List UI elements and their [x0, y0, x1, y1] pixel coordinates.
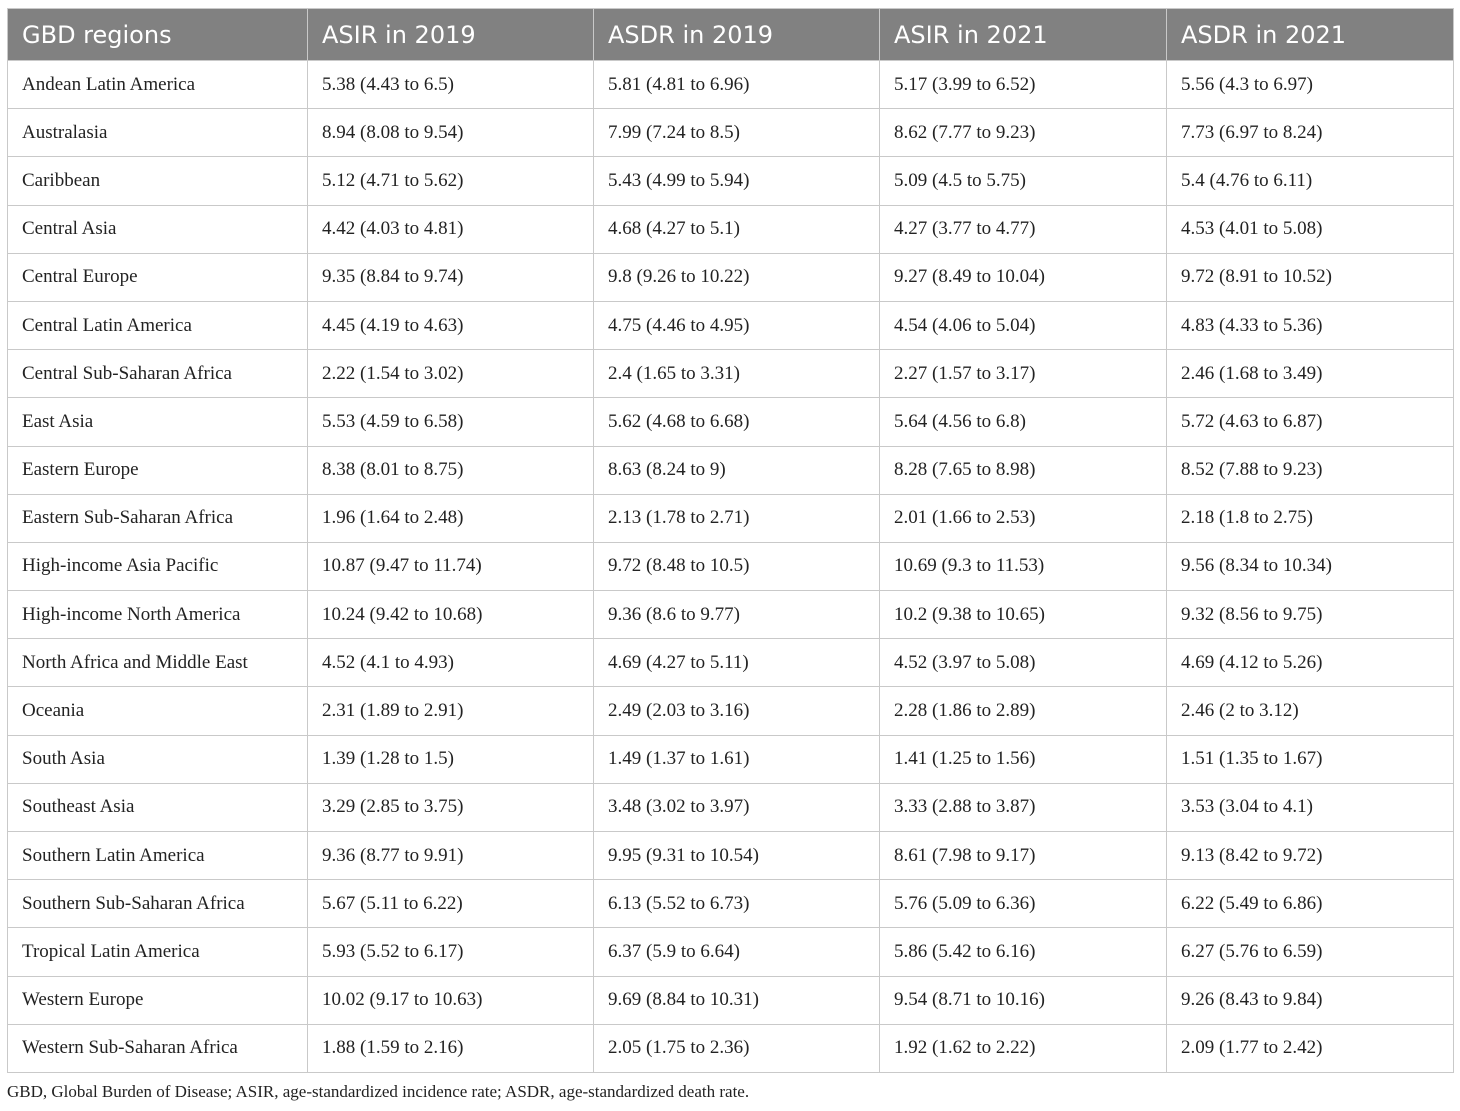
asdr-2019-cell: 6.13 (5.52 to 6.73)	[594, 880, 880, 928]
region-cell: High-income Asia Pacific	[8, 542, 308, 590]
table-row	[8, 350, 1454, 398]
asdr-2019-cell: 9.8 (9.26 to 10.22)	[594, 253, 880, 301]
asdr-2021-cell: 2.46 (2 to 3.12)	[1167, 687, 1454, 735]
asdr-2021-cell: 6.22 (5.49 to 6.86)	[1167, 880, 1454, 928]
asdr-2021-cell: 2.18 (1.8 to 2.75)	[1167, 494, 1454, 542]
region-cell: Tropical Latin America	[8, 928, 308, 976]
header-asir-2021: ASIR in 2021	[880, 9, 1167, 61]
asir-2019-cell: 1.39 (1.28 to 1.5)	[308, 735, 594, 783]
asdr-2021-cell: 5.72 (4.63 to 6.87)	[1167, 398, 1454, 446]
table-row	[8, 446, 1454, 494]
asdr-2021-cell: 9.26 (8.43 to 9.84)	[1167, 976, 1454, 1024]
asdr-2019-cell: 4.68 (4.27 to 5.1)	[594, 205, 880, 253]
header-row	[8, 9, 1454, 61]
asir-2019-cell: 4.52 (4.1 to 4.93)	[308, 639, 594, 687]
asir-2021-cell: 4.52 (3.97 to 5.08)	[880, 639, 1167, 687]
table-row	[8, 301, 1454, 349]
asir-2021-cell: 10.2 (9.38 to 10.65)	[880, 591, 1167, 639]
table-row	[8, 542, 1454, 590]
table-body	[8, 61, 1454, 1073]
header-asdr-2021: ASDR in 2021	[1167, 9, 1454, 61]
table-footnote: GBD, Global Burden of Disease; ASIR, age-standardized incidence rate; ASDR, age-standardized death rate.	[7, 1082, 750, 1101]
asir-2019-cell: 4.45 (4.19 to 4.63)	[308, 301, 594, 349]
asdr-2019-cell: 9.72 (8.48 to 10.5)	[594, 542, 880, 590]
region-cell: Western Europe	[8, 976, 308, 1024]
asdr-2019-cell: 4.69 (4.27 to 5.11)	[594, 639, 880, 687]
table-row	[8, 639, 1454, 687]
asdr-2019-cell: 2.4 (1.65 to 3.31)	[594, 350, 880, 398]
table-row	[8, 783, 1454, 831]
region-cell: Australasia	[8, 109, 308, 157]
asdr-2021-cell: 3.53 (3.04 to 4.1)	[1167, 783, 1454, 831]
asir-2021-cell: 5.86 (5.42 to 6.16)	[880, 928, 1167, 976]
asir-2021-cell: 4.54 (4.06 to 5.04)	[880, 301, 1167, 349]
region-cell: Southern Sub-Saharan Africa	[8, 880, 308, 928]
region-cell: Central Asia	[8, 205, 308, 253]
asir-2019-cell: 10.24 (9.42 to 10.68)	[308, 591, 594, 639]
region-cell: Central Sub-Saharan Africa	[8, 350, 308, 398]
asir-2019-cell: 9.36 (8.77 to 9.91)	[308, 832, 594, 880]
header-asir-2019: ASIR in 2019	[308, 9, 594, 61]
asir-2019-cell: 8.94 (8.08 to 9.54)	[308, 109, 594, 157]
asdr-2021-cell: 1.51 (1.35 to 1.67)	[1167, 735, 1454, 783]
table-row	[8, 880, 1454, 928]
asir-2021-cell: 9.27 (8.49 to 10.04)	[880, 253, 1167, 301]
asir-2021-cell: 3.33 (2.88 to 3.87)	[880, 783, 1167, 831]
table-row	[8, 976, 1454, 1024]
region-cell: Oceania	[8, 687, 308, 735]
asdr-2019-cell: 5.43 (4.99 to 5.94)	[594, 157, 880, 205]
asir-2019-cell: 1.96 (1.64 to 2.48)	[308, 494, 594, 542]
asdr-2019-cell: 9.69 (8.84 to 10.31)	[594, 976, 880, 1024]
asdr-2019-cell: 8.63 (8.24 to 9)	[594, 446, 880, 494]
asdr-2021-cell: 4.69 (4.12 to 5.26)	[1167, 639, 1454, 687]
asdr-2019-cell: 1.49 (1.37 to 1.61)	[594, 735, 880, 783]
asdr-2021-cell: 5.4 (4.76 to 6.11)	[1167, 157, 1454, 205]
region-cell: Southern Latin America	[8, 832, 308, 880]
table-row	[8, 928, 1454, 976]
asdr-2021-cell: 2.09 (1.77 to 2.42)	[1167, 1024, 1454, 1072]
region-cell: Central Latin America	[8, 301, 308, 349]
asir-2021-cell: 5.09 (4.5 to 5.75)	[880, 157, 1167, 205]
asdr-2021-cell: 6.27 (5.76 to 6.59)	[1167, 928, 1454, 976]
region-cell: Central Europe	[8, 253, 308, 301]
asir-2021-cell: 5.17 (3.99 to 6.52)	[880, 61, 1167, 109]
data-table-container	[7, 8, 1453, 1073]
table-row	[8, 687, 1454, 735]
table-row	[8, 109, 1454, 157]
gbd-regions-table	[7, 8, 1454, 1073]
asir-2019-cell: 5.38 (4.43 to 6.5)	[308, 61, 594, 109]
asdr-2019-cell: 5.62 (4.68 to 6.68)	[594, 398, 880, 446]
asir-2021-cell: 8.28 (7.65 to 8.98)	[880, 446, 1167, 494]
region-cell: High-income North America	[8, 591, 308, 639]
asir-2019-cell: 4.42 (4.03 to 4.81)	[308, 205, 594, 253]
asir-2019-cell: 5.12 (4.71 to 5.62)	[308, 157, 594, 205]
region-cell: East Asia	[8, 398, 308, 446]
asdr-2019-cell: 2.13 (1.78 to 2.71)	[594, 494, 880, 542]
header-gbd-regions: GBD regions	[8, 9, 308, 61]
table-row	[8, 494, 1454, 542]
asdr-2019-cell: 4.75 (4.46 to 4.95)	[594, 301, 880, 349]
asir-2021-cell: 8.61 (7.98 to 9.17)	[880, 832, 1167, 880]
asir-2019-cell: 2.22 (1.54 to 3.02)	[308, 350, 594, 398]
asir-2021-cell: 2.01 (1.66 to 2.53)	[880, 494, 1167, 542]
region-cell: Southeast Asia	[8, 783, 308, 831]
asdr-2021-cell: 4.53 (4.01 to 5.08)	[1167, 205, 1454, 253]
asdr-2021-cell: 9.32 (8.56 to 9.75)	[1167, 591, 1454, 639]
asdr-2021-cell: 9.56 (8.34 to 10.34)	[1167, 542, 1454, 590]
asdr-2019-cell: 9.36 (8.6 to 9.77)	[594, 591, 880, 639]
asir-2021-cell: 10.69 (9.3 to 11.53)	[880, 542, 1167, 590]
table-row	[8, 591, 1454, 639]
asdr-2019-cell: 3.48 (3.02 to 3.97)	[594, 783, 880, 831]
table-row	[8, 61, 1454, 109]
region-cell: South Asia	[8, 735, 308, 783]
asir-2019-cell: 1.88 (1.59 to 2.16)	[308, 1024, 594, 1072]
table-row	[8, 205, 1454, 253]
asdr-2021-cell: 2.46 (1.68 to 3.49)	[1167, 350, 1454, 398]
table-row	[8, 253, 1454, 301]
region-cell: Andean Latin America	[8, 61, 308, 109]
asir-2021-cell: 2.27 (1.57 to 3.17)	[880, 350, 1167, 398]
table-header	[8, 9, 1454, 61]
asir-2019-cell: 5.53 (4.59 to 6.58)	[308, 398, 594, 446]
region-cell: Caribbean	[8, 157, 308, 205]
asir-2019-cell: 5.67 (5.11 to 6.22)	[308, 880, 594, 928]
table-row	[8, 1024, 1454, 1072]
asdr-2021-cell: 9.13 (8.42 to 9.72)	[1167, 832, 1454, 880]
asir-2019-cell: 9.35 (8.84 to 9.74)	[308, 253, 594, 301]
asir-2019-cell: 2.31 (1.89 to 2.91)	[308, 687, 594, 735]
asdr-2019-cell: 7.99 (7.24 to 8.5)	[594, 109, 880, 157]
asir-2019-cell: 8.38 (8.01 to 8.75)	[308, 446, 594, 494]
table-row	[8, 157, 1454, 205]
asir-2021-cell: 9.54 (8.71 to 10.16)	[880, 976, 1167, 1024]
asdr-2021-cell: 7.73 (6.97 to 8.24)	[1167, 109, 1454, 157]
region-cell: Eastern Sub-Saharan Africa	[8, 494, 308, 542]
region-cell: North Africa and Middle East	[8, 639, 308, 687]
asdr-2019-cell: 6.37 (5.9 to 6.64)	[594, 928, 880, 976]
asir-2019-cell: 5.93 (5.52 to 6.17)	[308, 928, 594, 976]
region-cell: Eastern Europe	[8, 446, 308, 494]
asir-2021-cell: 2.28 (1.86 to 2.89)	[880, 687, 1167, 735]
asir-2021-cell: 5.76 (5.09 to 6.36)	[880, 880, 1167, 928]
asdr-2019-cell: 2.49 (2.03 to 3.16)	[594, 687, 880, 735]
asir-2021-cell: 1.92 (1.62 to 2.22)	[880, 1024, 1167, 1072]
asdr-2021-cell: 9.72 (8.91 to 10.52)	[1167, 253, 1454, 301]
asdr-2021-cell: 5.56 (4.3 to 6.97)	[1167, 61, 1454, 109]
region-cell: Western Sub-Saharan Africa	[8, 1024, 308, 1072]
asdr-2019-cell: 9.95 (9.31 to 10.54)	[594, 832, 880, 880]
asir-2019-cell: 10.02 (9.17 to 10.63)	[308, 976, 594, 1024]
asdr-2021-cell: 8.52 (7.88 to 9.23)	[1167, 446, 1454, 494]
asir-2021-cell: 5.64 (4.56 to 6.8)	[880, 398, 1167, 446]
asir-2021-cell: 1.41 (1.25 to 1.56)	[880, 735, 1167, 783]
table-row	[8, 832, 1454, 880]
asir-2019-cell: 3.29 (2.85 to 3.75)	[308, 783, 594, 831]
asdr-2019-cell: 5.81 (4.81 to 6.96)	[594, 61, 880, 109]
asir-2019-cell: 10.87 (9.47 to 11.74)	[308, 542, 594, 590]
asir-2021-cell: 8.62 (7.77 to 9.23)	[880, 109, 1167, 157]
table-row	[8, 398, 1454, 446]
asir-2021-cell: 4.27 (3.77 to 4.77)	[880, 205, 1167, 253]
header-asdr-2019: ASDR in 2019	[594, 9, 880, 61]
asdr-2021-cell: 4.83 (4.33 to 5.36)	[1167, 301, 1454, 349]
asdr-2019-cell: 2.05 (1.75 to 2.36)	[594, 1024, 880, 1072]
table-row	[8, 735, 1454, 783]
